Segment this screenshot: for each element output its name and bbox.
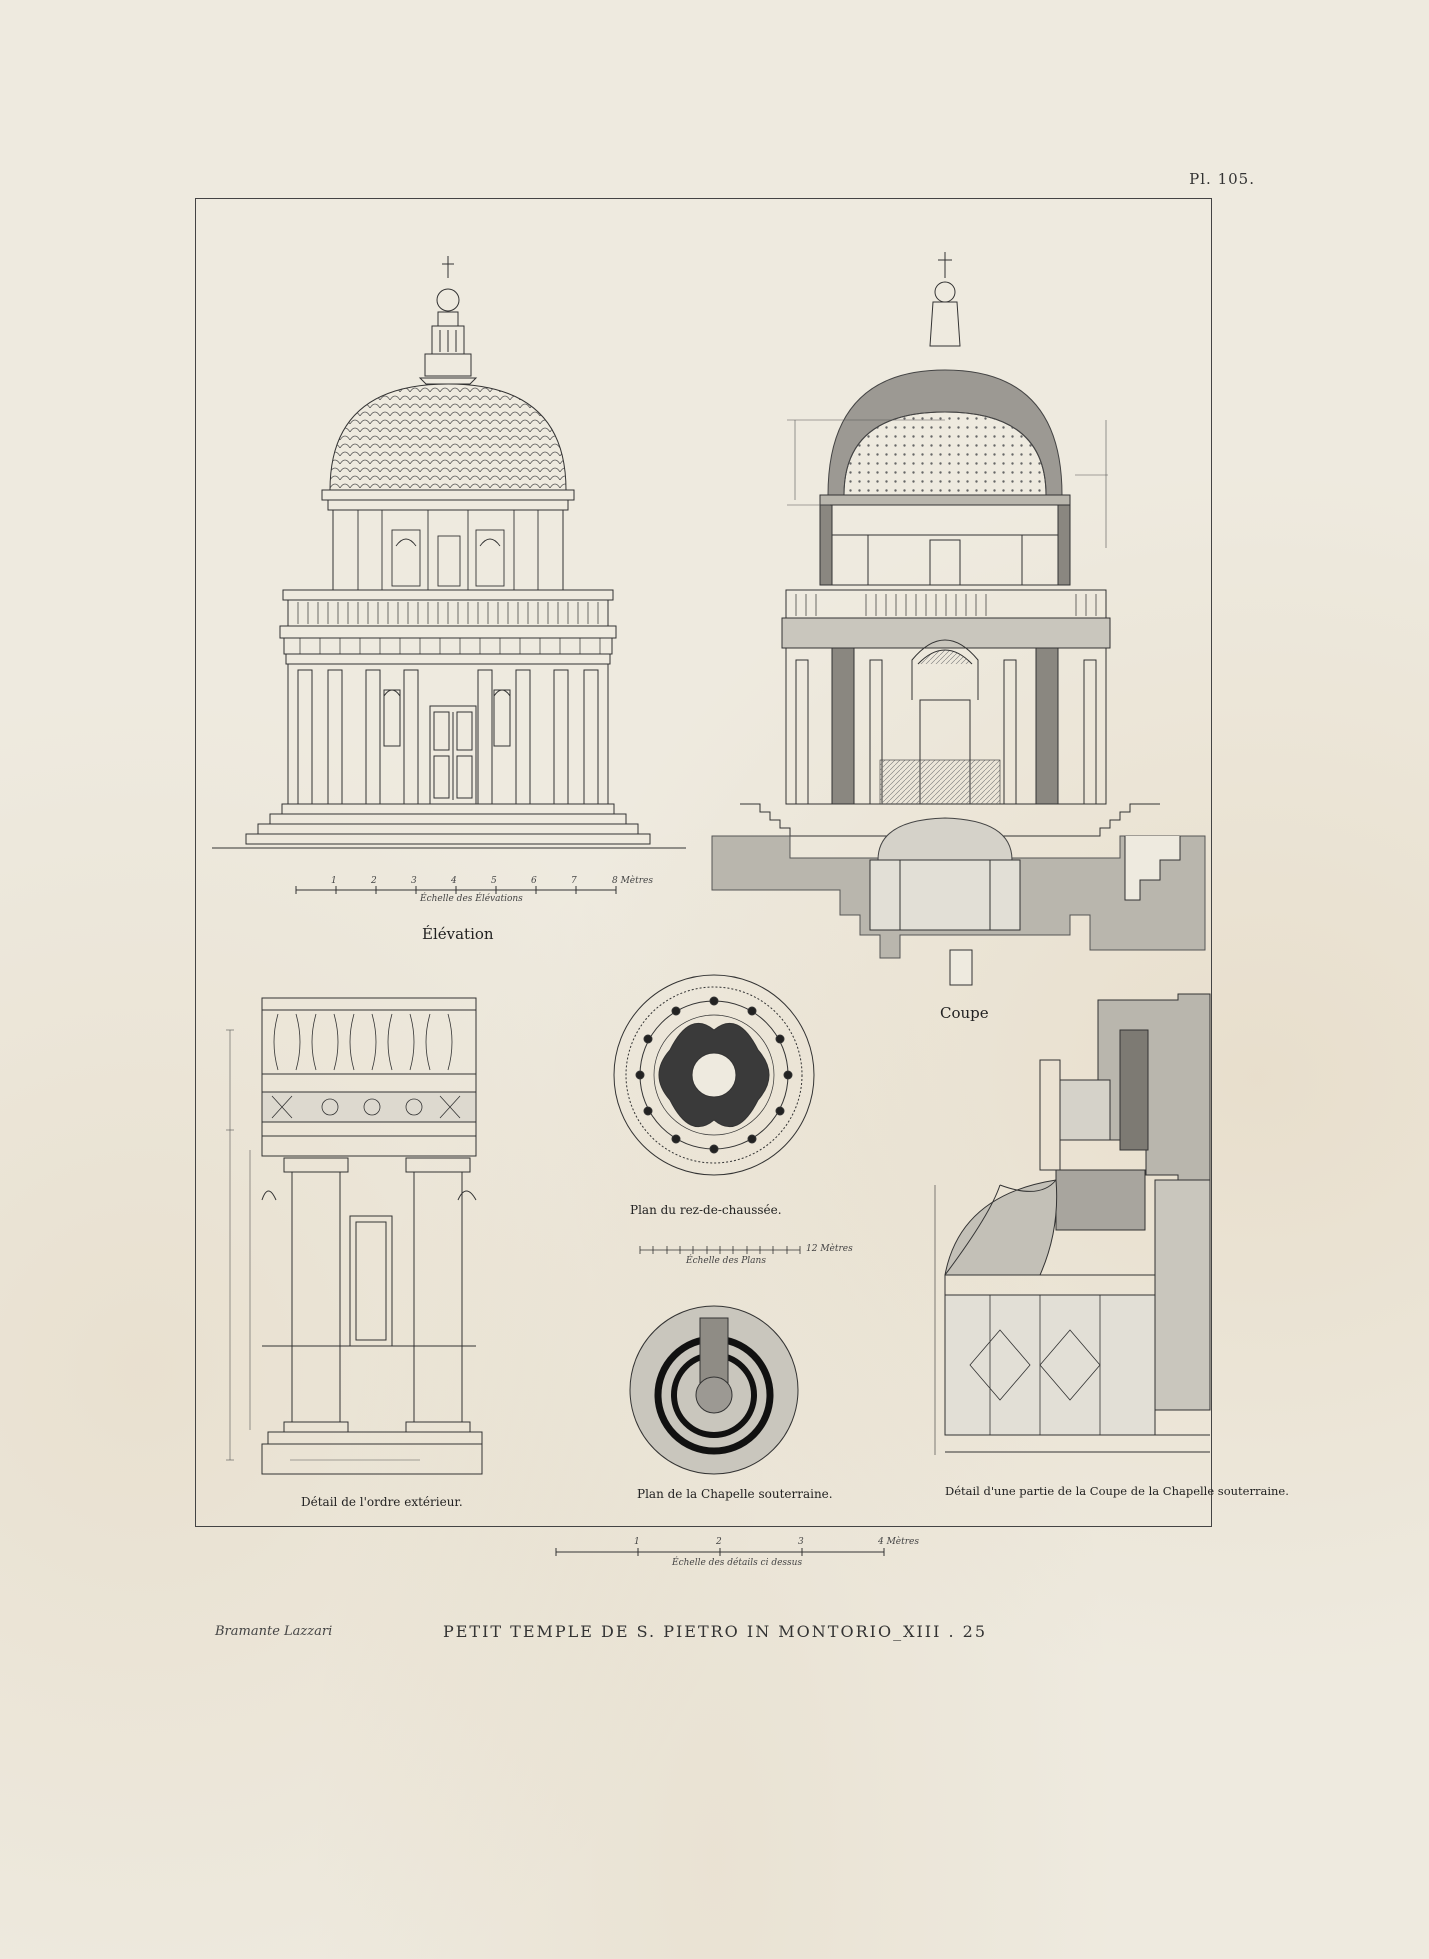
plan-scale-bar [640, 1246, 800, 1254]
detail-scale-tick: 4 Mètres [878, 1537, 919, 1547]
ground-plan-caption: Plan du rez-de-chaussée. [630, 1203, 782, 1217]
crypt-plan-drawing [630, 1306, 798, 1474]
plan-scale-label: Échelle des Plans [686, 1256, 766, 1266]
elevation-caption: Élévation [422, 925, 494, 943]
elevation-drawing [212, 256, 686, 848]
plate-number: Pl. 105. [1189, 170, 1255, 188]
crypt-plan-caption: Plan de la Chapelle souterraine. [637, 1487, 833, 1501]
elevation-scale-tick: 8 Mètres [612, 876, 653, 886]
elevation-scale-tick: 2 [371, 876, 377, 886]
detail-scale-tick: 3 [798, 1537, 804, 1547]
elevation-scale-tick: 1 [331, 876, 337, 886]
crypt-section-caption: Détail d'une partie de la Coupe de la Chapelle souterraine. [945, 1484, 1289, 1498]
detail-scale-bar [556, 1548, 884, 1556]
elevation-scale-label: Échelle des Élévations [420, 894, 523, 904]
crypt-section-drawing [935, 994, 1210, 1455]
elevation-scale-tick: 6 [531, 876, 537, 886]
section-caption: Coupe [940, 1004, 989, 1022]
elevation-scale-tick: 5 [491, 876, 497, 886]
order-detail-caption: Détail de l'ordre extérieur. [301, 1495, 463, 1509]
plan-scale-end: 12 Mètres [806, 1244, 853, 1254]
detail-scale-tick: 2 [716, 1537, 722, 1547]
elevation-scale-tick: 7 [571, 876, 577, 886]
elevation-scale-tick: 4 [451, 876, 457, 886]
section-drawing [712, 252, 1205, 985]
artist-signature: Bramante Lazzari [215, 1624, 333, 1639]
plate-title: PETIT TEMPLE DE S. PIETRO IN MONTORIO_XIII . 25 [442, 1622, 988, 1641]
order-detail-drawing [226, 998, 482, 1474]
detail-scale-label: Échelle des détails ci dessus [672, 1558, 803, 1568]
elevation-scale-bar [296, 886, 616, 894]
ground-plan-drawing [614, 975, 814, 1175]
detail-scale-tick: 1 [634, 1537, 640, 1547]
elevation-scale-tick: 3 [411, 876, 417, 886]
